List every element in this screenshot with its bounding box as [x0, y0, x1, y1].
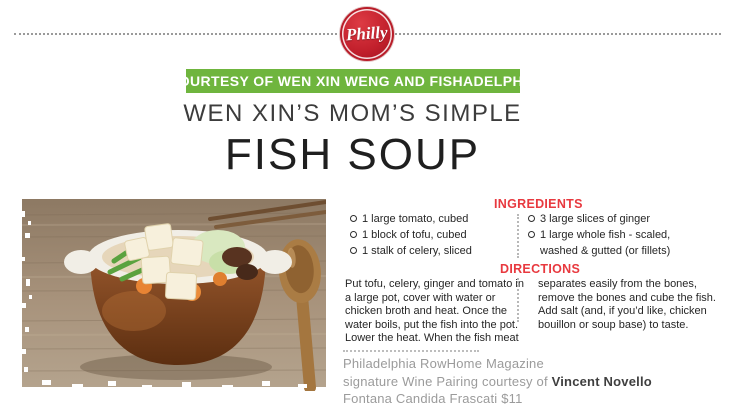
recipe-title: FISH SOUP — [224, 130, 481, 179]
philly-logo-text: Philly — [345, 22, 389, 45]
list-item: 1 large whole fish - scaled, washed & gutted (or fillets) — [528, 227, 692, 259]
recipe-subtitle: WEN XIN’S MOM’S SIMPLE — [183, 100, 522, 127]
footer-credit-name: Vincent Novello — [551, 373, 652, 389]
ingredients-list-left — [350, 211, 472, 259]
philly-logo — [340, 7, 394, 61]
footer-line-magazine: Philadelphia RowHome Magazine — [343, 356, 544, 371]
circle-bullet-icon — [350, 215, 357, 222]
ingredients-column-divider — [517, 214, 519, 258]
directions-column-2: separates easily from the bones, remove the bones and cube the fish. Add salt (and, if you’d like, chicken bouillon or soup base) to taste. — [538, 278, 716, 331]
directions-column-1: Put tofu, celery, ginger and tomato in a large pot, cover with water or chicken broth and heat. Once the water boils, put the fish into the pot. Lower the heat. When the fish meat — [345, 278, 524, 345]
directions-column-divider — [517, 278, 519, 322]
list-item: 1 block of tofu, cubed — [350, 227, 472, 243]
circle-bullet-icon — [350, 247, 357, 254]
circle-bullet-icon — [350, 231, 357, 238]
fish-soup-photo — [14, 199, 326, 391]
footer-dotted-divider — [343, 350, 479, 352]
list-item: 3 large slices of ginger — [528, 211, 692, 227]
list-item: 1 stalk of celery, sliced — [350, 243, 472, 259]
directions-header: DIRECTIONS — [500, 262, 581, 276]
courtesy-banner: COURTESY OF WEN XIN WENG AND FISHADELPHIA — [186, 69, 520, 93]
circle-bullet-icon — [528, 231, 535, 238]
ingredients-header: INGREDIENTS — [494, 197, 583, 211]
footer-line-wine: Fontana Candida Frascati $11 — [343, 391, 523, 406]
footer-line-pairing: signature Wine Pairing courtesy of Vincent Novello — [343, 373, 652, 389]
footer-credits — [343, 355, 652, 408]
ingredients-list-right — [528, 211, 692, 259]
circle-bullet-icon — [528, 215, 535, 222]
list-item: 1 large tomato, cubed — [350, 211, 472, 227]
